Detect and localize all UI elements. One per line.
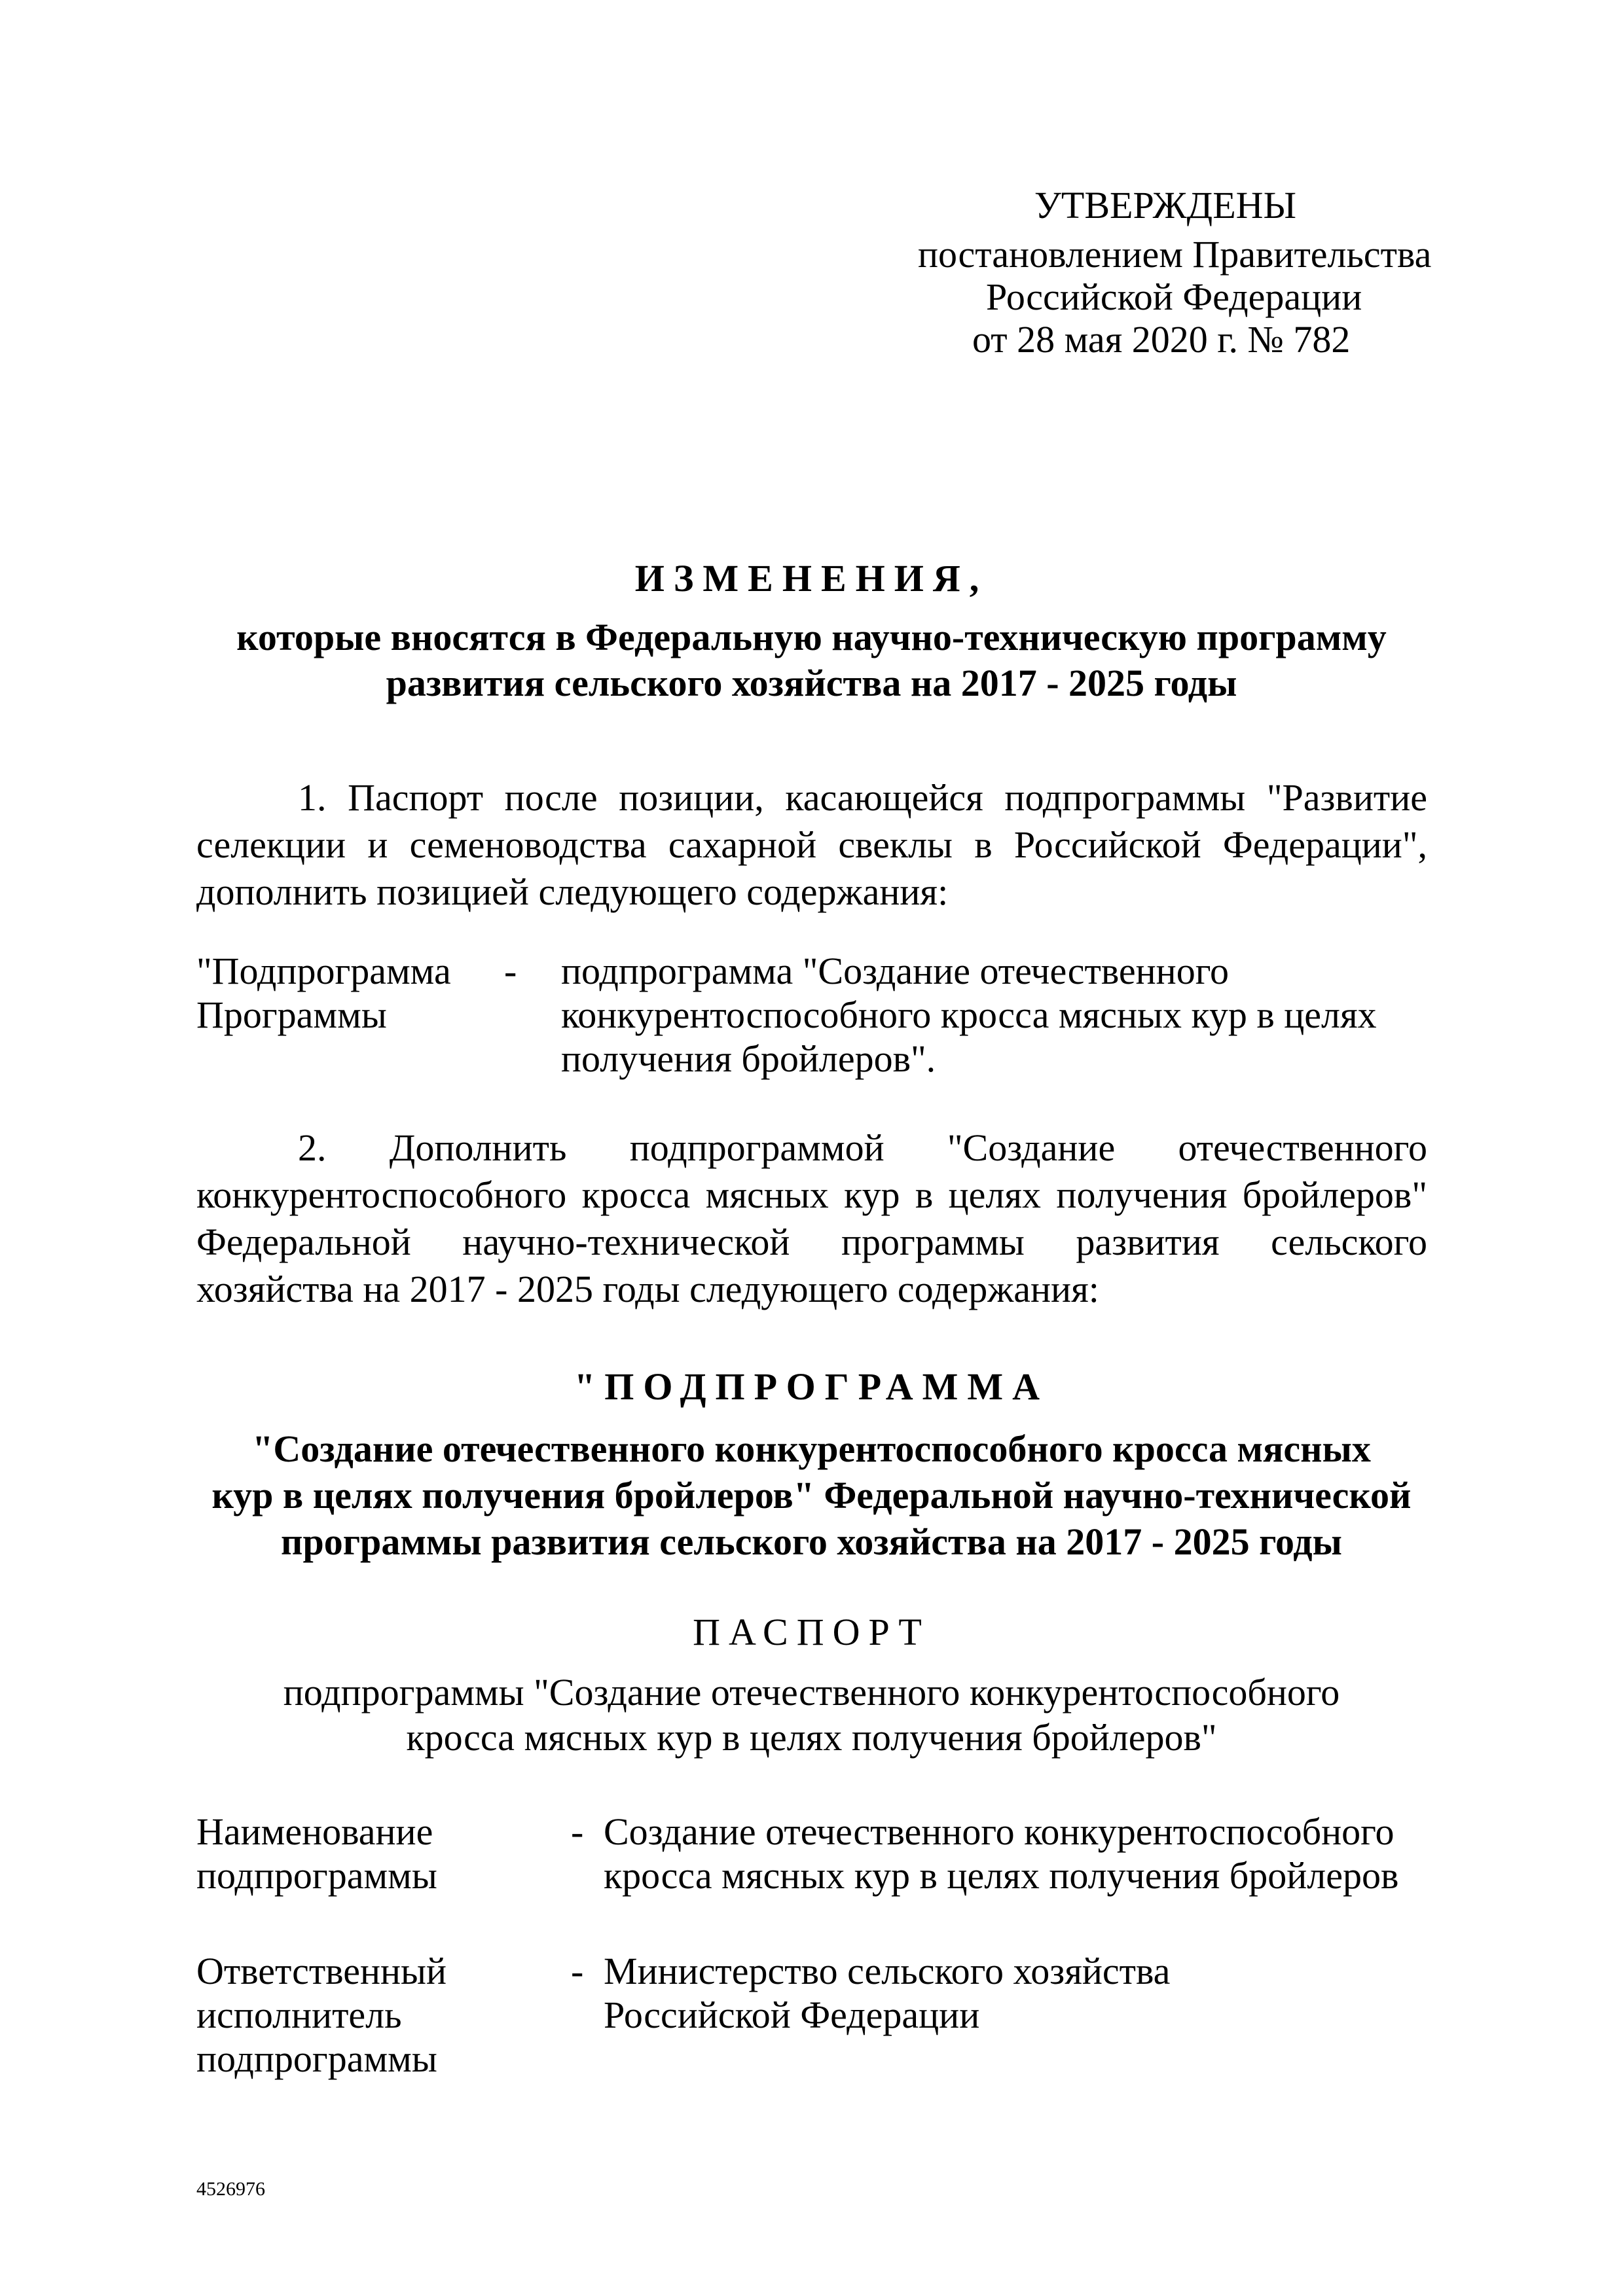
passport-row-2-value-2: Российской Федерации (604, 1994, 980, 2036)
item1-entry-label-2: Программы (196, 994, 387, 1036)
item1-line-1: 1. Паспорт после позиции, касающейся подпрограммы "Развитие (298, 776, 1427, 819)
passport-row-2-label-2: исполнитель (196, 1994, 402, 2036)
item1-entry-value-2: конкурентоспособного кросса мясных кур в целях (561, 994, 1377, 1036)
item1-entry-label-1: "Подпрограмма (196, 950, 451, 992)
passport-row-2-label-3: подпрограммы (196, 2037, 437, 2080)
item2-line-2: конкурентоспособного кросса мясных кур в целях получения бройлеров" (196, 1174, 1427, 1216)
approval-heading: УТВЕРЖДЕНЫ (1034, 184, 1297, 226)
passport-row-1-value-1: Создание отечественного конкурентоспособного (604, 1810, 1395, 1853)
item1-entry-dash: - (504, 950, 517, 992)
subprogram-name-line-3: программы развития сельского хозяйства на 2017 - 2025 годы (281, 1520, 1342, 1563)
item2-line-1: 2. Дополнить подпрограммой "Создание отечественного (298, 1126, 1427, 1169)
passport-row-2-label-1: Ответственный (196, 1950, 447, 1992)
subprogram-name-line-1: "Создание отечественного конкурентоспособного кросса мясных (252, 1427, 1371, 1470)
item1-entry-value-1: подпрограмма "Создание отечественного (561, 950, 1230, 992)
passport-row-1-value-2: кросса мясных кур в целях получения бройлеров (604, 1854, 1399, 1897)
document-subtitle-line-1: которые вносятся в Федеральную научно-техническую программу (236, 616, 1387, 658)
item1-line-3: дополнить позицией следующего содержания: (196, 870, 949, 913)
subprogram-title: "ПОДПРОГРАММА (574, 1365, 1049, 1408)
subprogram-name-line-2: кур в целях получения бройлеров" Федеральной научно-технической (211, 1474, 1412, 1516)
document-subtitle-line-2: развития сельского хозяйства на 2017 - 2025 годы (386, 662, 1237, 704)
passport-row-1-dash: - (571, 1810, 584, 1853)
item2-line-3: Федеральной научно-технической программы развития сельского (196, 1221, 1427, 1263)
document-title: ИЗМЕНЕНИЯ, (634, 557, 989, 600)
item2-line-4: хозяйства на 2017 - 2025 годы следующего содержания: (196, 1268, 1099, 1310)
passport-subtitle-line-2: кросса мясных кур в целях получения бройлеров" (406, 1716, 1217, 1759)
approval-date-number: от 28 мая 2020 г. № 782 (972, 318, 1351, 361)
document-id: 4526976 (196, 2178, 265, 2200)
item1-entry-value-3: получения бройлеров". (561, 1037, 936, 1080)
passport-row-2-dash: - (571, 1950, 584, 1992)
passport-subtitle-line-1: подпрограммы "Создание отечественного конкурентоспособного (283, 1671, 1340, 1713)
passport-title: ПАСПОРТ (693, 1611, 930, 1653)
passport-row-1-label-2: подпрограммы (196, 1854, 437, 1897)
approval-line-2: постановлением Правительства (918, 233, 1432, 276)
approval-line-3: Российской Федерации (986, 276, 1362, 318)
passport-row-2-value-1: Министерство сельского хозяйства (604, 1950, 1171, 1992)
passport-row-1-label-1: Наименование (196, 1810, 433, 1853)
approval-block (903, 184, 1427, 230)
item1-line-2: селекции и семеноводства сахарной свеклы в Российской Федерации", (196, 823, 1427, 866)
